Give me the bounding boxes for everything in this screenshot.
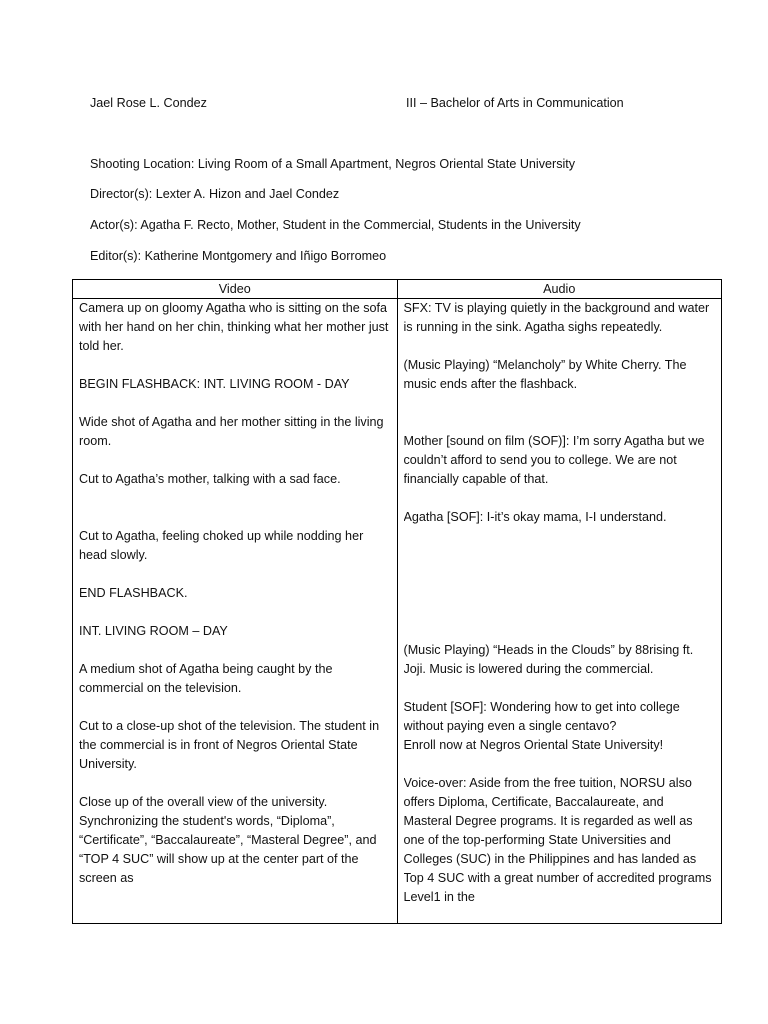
audio-cell [397, 299, 722, 924]
audio-paragraph: Agatha [SOF]: I-it’s okay mama, I-I understand. [403, 510, 667, 524]
audio-paragraph: Voice-over: Aside from the free tuition, NORSU also offers Diploma, Certificate, Baccalaureate, and Masteral Degree programs. It is regarded as well as one of the top-performing State Universities and Colleges (SUC) in the Philippines and has landed as Top 4 SUC with a great number of accredited programs Level1 in the [403, 776, 712, 904]
document-header [90, 94, 710, 113]
program-name: III – Bachelor of Arts in Communication [406, 96, 624, 110]
actors-line: Actor(s): Agatha F. Recto, Mother, Student in the Commercial, Students in the University [90, 218, 581, 232]
table-row [73, 299, 722, 924]
audio-paragraph: Student [SOF]: Wondering how to get into college without paying even a single centavo? [403, 700, 680, 733]
video-paragraph: Cut to a close-up shot of the television. The student in the commercial is in front of Negros Oriental State University. [79, 719, 380, 771]
audio-paragraph: Enroll now at Negros Oriental State University! [403, 738, 664, 752]
video-cell [73, 299, 398, 924]
video-column-header: Video [73, 280, 398, 299]
audio-column-header: Audio [397, 280, 722, 299]
table-header-row [73, 280, 722, 299]
video-paragraph: INT. LIVING ROOM – DAY [79, 624, 228, 638]
video-paragraph: Camera up on gloomy Agatha who is sitting on the sofa with her hand on her chin, thinking what her mother just told her. [79, 301, 389, 353]
video-paragraph: BEGIN FLASHBACK: INT. LIVING ROOM - DAY [79, 377, 350, 391]
video-paragraph: A medium shot of Agatha being caught by the commercial on the television. [79, 662, 333, 695]
video-paragraph: Cut to Agatha, feeling choked up while nodding her head slowly. [79, 529, 364, 562]
editors-line: Editor(s): Katherine Montgomery and Iñigo Borromeo [90, 249, 387, 263]
audio-paragraph: (Music Playing) “Melancholy” by White Cherry. The music ends after the flashback. [403, 358, 687, 391]
audio-paragraph: (Music Playing) “Heads in the Clouds” by 88rising ft. Joji. Music is lowered during the commercial. [403, 643, 694, 676]
video-paragraph: Cut to Agatha’s mother, talking with a sad face. [79, 472, 341, 486]
video-paragraph: Wide shot of Agatha and her mother sitting in the living room. [79, 415, 384, 448]
audio-paragraph: Mother [sound on film (SOF)]: I’m sorry Agatha but we couldn’t afford to send you to college. We are not financially capable of that. [403, 434, 705, 486]
author-name: Jael Rose L. Condez [90, 96, 207, 110]
script-table [72, 279, 722, 924]
directors-line: Director(s): Lexter A. Hizon and Jael Condez [90, 187, 340, 201]
shooting-location: Shooting Location: Living Room of a Small Apartment, Negros Oriental State University [90, 157, 576, 171]
video-paragraph: Close up of the overall view of the university. Synchronizing the student's words, “Diploma”, “Certificate”, “Baccalaureate”, “Masteral Degree”, and “TOP 4 SUC” will show up at the center part of the screen as [79, 795, 377, 885]
video-paragraph: END FLASHBACK. [79, 586, 188, 600]
audio-paragraph: SFX: TV is playing quietly in the background and water is running in the sink. Agatha sighs repeatedly. [403, 301, 710, 334]
